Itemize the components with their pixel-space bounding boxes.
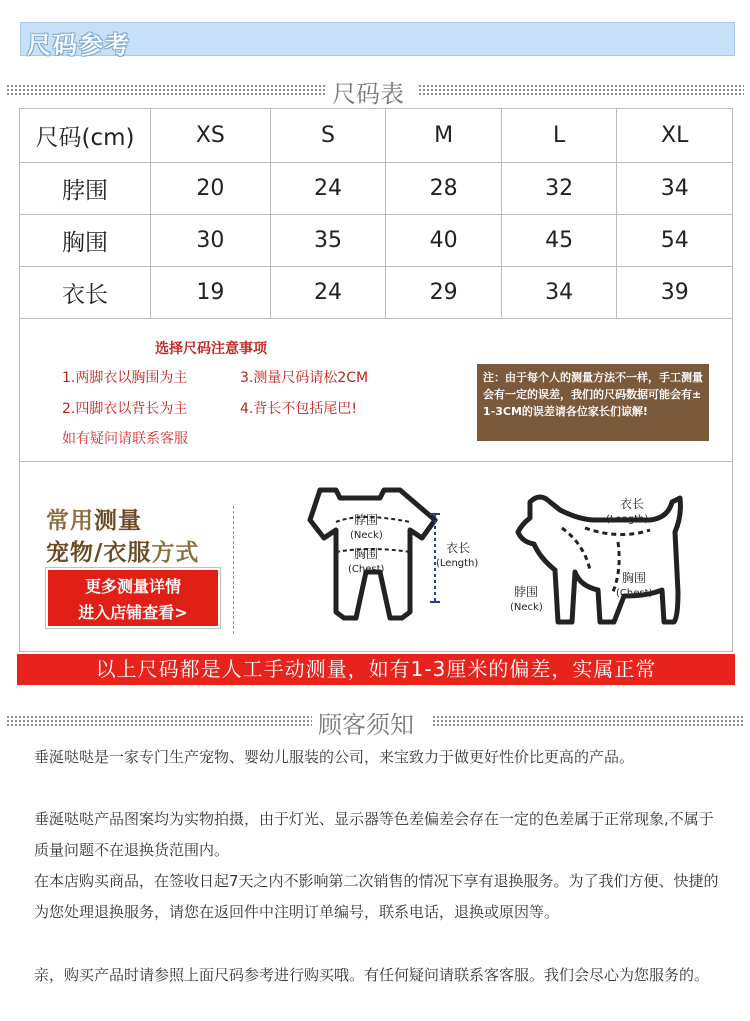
size-table-header-cell: L xyxy=(501,109,617,163)
dog-chest-en-label: (Chest) xyxy=(616,588,653,599)
table-cell: 20 xyxy=(151,163,271,215)
size-table-header-cell: S xyxy=(270,109,386,163)
size-table-header-cell: XS xyxy=(151,109,271,163)
garment-neck-label: 脖围 xyxy=(354,513,379,527)
table-cell: 34 xyxy=(617,163,733,215)
notes-box xyxy=(19,314,733,462)
notice-paragraph: 垂涎哒哒是一家专门生产宠物、婴幼儿服装的公司，来宝致力于做更好性价比更高的产品。 xyxy=(34,748,635,766)
divider-dots-left xyxy=(6,715,312,727)
table-cell: 28 xyxy=(386,163,502,215)
note-item: 1.两脚衣以胸围为主 xyxy=(62,370,188,386)
table-row xyxy=(20,215,733,267)
size-section-label: 尺码表 xyxy=(326,74,410,109)
dog-neck-label: 脖围 xyxy=(514,585,539,599)
table-cell: 29 xyxy=(386,267,502,319)
note-item: 3.测量尺码请松2CM xyxy=(240,370,369,386)
notice-section-divider xyxy=(0,705,750,739)
table-cell: 54 xyxy=(617,215,733,267)
dog-neck-en-label: (Neck) xyxy=(510,602,543,613)
notice-paragraph: 亲，购买产品时请参照上面尺码参考进行购买哦。有任何疑问请联系客客服。我们会尽心为您服务的。 xyxy=(34,966,710,984)
size-table-header-cell: 尺码(cm) xyxy=(20,109,151,163)
garment-neck-en-label: (Neck) xyxy=(350,530,383,541)
divider-dots-left xyxy=(6,84,326,96)
table-cell: 30 xyxy=(151,215,271,267)
table-cell: 24 xyxy=(270,267,386,319)
header-title: 尺码参考 xyxy=(27,31,131,59)
size-table-header-row xyxy=(20,109,733,163)
table-cell: 32 xyxy=(501,163,617,215)
shop-details-button[interactable] xyxy=(46,568,220,628)
shop-details-line1: 更多测量详情 xyxy=(84,577,181,596)
shop-details-line2: 进入店铺查看> xyxy=(78,603,188,622)
measurement-diagram xyxy=(250,472,720,647)
table-row xyxy=(20,163,733,215)
table-cell: 24 xyxy=(270,163,386,215)
dog-length-label: 衣长 xyxy=(620,497,645,511)
notes-title: 选择尺码注意事项 xyxy=(155,341,267,357)
table-cell: 40 xyxy=(386,215,502,267)
notice-paragraph: 在本店购买商品，在签收日起7天之内不影响第二次销售的情况下享有退换服务。为了我们方便、快捷的为您处理退换服务，请您在返回件中注明订单编号，联系电话，退换或原因等。 xyxy=(34,872,719,921)
note-item: 4.背长不包括尾巴! xyxy=(240,401,357,417)
garment-chest-label: 胸围 xyxy=(354,547,379,561)
garment-length-en-label: (Length) xyxy=(436,558,479,569)
table-cell: 45 xyxy=(501,215,617,267)
row-label: 脖围 xyxy=(20,163,151,215)
row-label: 胸围 xyxy=(20,215,151,267)
table-cell: 34 xyxy=(501,267,617,319)
divider-dots-right xyxy=(432,715,744,727)
notice-paragraph: 垂涎哒哒产品图案均为实物拍摄，由于灯光、显示器等色差偏差会存在一定的色差属于正常现象,不属于质量问题不在退换货范围内。 xyxy=(34,810,714,859)
garment-length-label: 衣长 xyxy=(446,541,471,555)
notice-section-label: 顾客须知 xyxy=(312,705,420,740)
header-bar xyxy=(20,22,735,59)
measure-box xyxy=(19,462,733,652)
size-table-header-cell: M xyxy=(386,109,502,163)
divider-dots-right xyxy=(418,84,744,96)
table-cell: 35 xyxy=(270,215,386,267)
garment-chest-en-label: (Chest) xyxy=(348,564,385,575)
table-cell: 39 xyxy=(617,267,733,319)
measure-title-line2: 宠物/衣服方式 xyxy=(46,540,200,566)
size-table xyxy=(19,108,733,319)
note-item: 如有疑问请联系客服 xyxy=(62,431,188,447)
dog-chest-label: 胸围 xyxy=(622,571,647,585)
note-item: 2.四脚衣以背长为主 xyxy=(62,401,188,417)
dog-length-en-label: (Length) xyxy=(606,514,649,525)
measurement-disclaimer-banner: 以上尺码都是人工手动测量，如有1-3厘米的偏差，实属正常 xyxy=(17,654,735,685)
size-table-header-cell: XL xyxy=(617,109,733,163)
row-label: 衣长 xyxy=(20,267,151,319)
size-section-divider xyxy=(0,74,750,108)
table-row xyxy=(20,267,733,319)
measure-title-line1: 常用测量 xyxy=(46,508,142,534)
table-cell: 19 xyxy=(151,267,271,319)
warning-box: 注：由于每个人的测量方法不一样，手工测量会有一定的误差，我们的尺码数据可能会有± 1-3CM的误差请各位家长们谅解! xyxy=(477,364,709,441)
vertical-divider xyxy=(233,506,234,634)
